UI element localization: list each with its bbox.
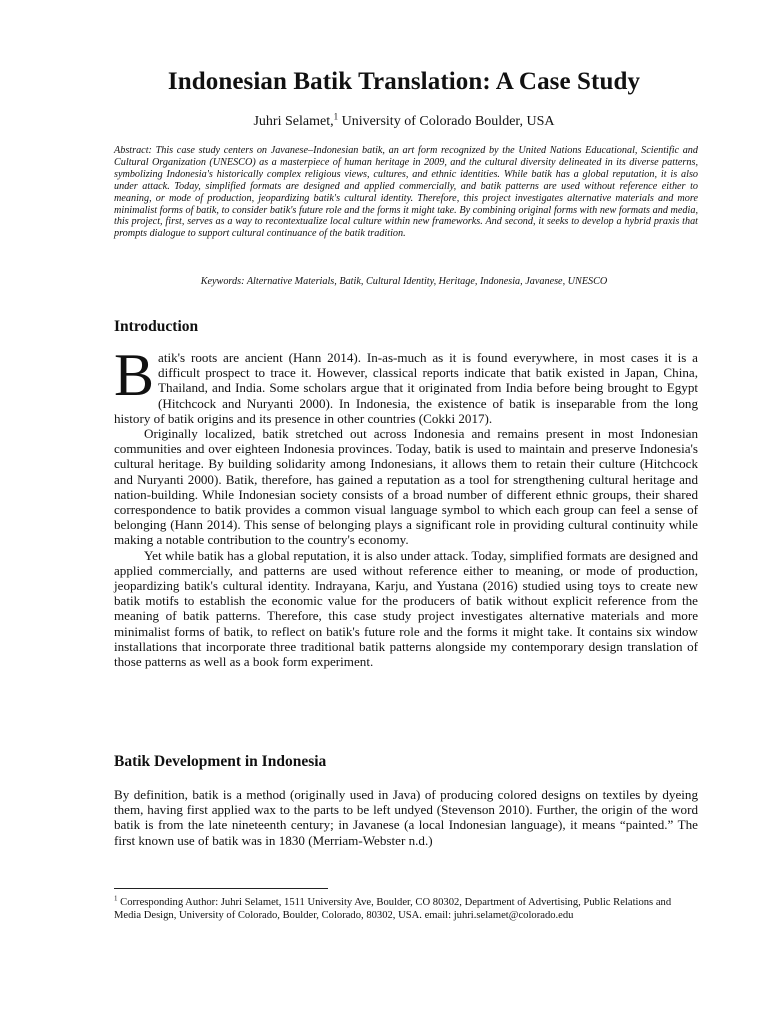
heading-batik-development: Batik Development in Indonesia xyxy=(114,753,327,770)
author-affiliation: University of Colorado Boulder, USA xyxy=(338,114,555,129)
paper-title: Indonesian Batik Translation: A Case Study xyxy=(167,68,641,95)
introduction-body xyxy=(114,342,698,670)
abstract: Abstract: This case study centers on Javanese–Indonesian batik, an art form recognized by the United Nations Educational, Scientific and Cultural Organization (UNESCO) as a masterpiece of human heritage in 2009, and the cultural diversity delineated in its diverse patterns, symbolizing Indonesia's historically complex religious views, cultures, and ethnic identities. While batik has a global reputation, it is also under attack. Today, simplified formats are designed and applied commercially, and batik patterns are used without reference either to meaning, or mode of production, jeopardizing batik's cultural identity. Therefore, this project investigates alternative materials and more minimalist forms of batik, to consider batik's future role and the forms it might take. By combining original forms with new formats and media, this project, first, serves as a way to recontextualize local culture within new frameworks. And second, it seeks to develop a hybrid praxis that prompts dialogue to support cultural continuance of the batik tradition. xyxy=(114,145,698,240)
footnote-number: 1 xyxy=(114,894,118,903)
footnote-text: Corresponding Author: Juhri Selamet, 1511 University Ave, Boulder, CO 80302, Department of Advertising, Public Relations and Media Design, University of Colorado, Boulder, Colorado, 80302, USA. email: juhri.selamet@colorado.edu xyxy=(114,897,672,922)
footnote-mark: 1 xyxy=(333,111,339,122)
footnote xyxy=(114,896,698,922)
footnote-divider xyxy=(114,888,328,889)
heading-introduction: Introduction xyxy=(114,318,199,335)
author-name: Juhri Selamet, xyxy=(253,114,334,129)
drop-cap: B xyxy=(114,342,155,408)
intro-paragraph-3: Yet while batik has a global reputation, it is also under attack. Today, simplified formats are designed and applied commercially, and patterns are used without reference either to meaning, or mode of production, jeopardizing batik's cultural identity. Indrayana, Karju, and Yustana (2016) studied using toys to create new batik motifs to establish the economic value for the producers of batik without explicit reference from the meaning of batik patterns. Therefore, this case study project investigates alternative materials and more minimalist forms of batik, to reflect on batik's future role and the forms it might take. It contains six window installations that incorporate three traditional batik patterns alongside my contemporary design translation of those patterns as well as a book form experiment. xyxy=(114,547,698,670)
intro-paragraph-1: atik's roots are ancient (Hann 2014). In-as-much as it is found everywhere, in most cases it is a difficult prospect to trace it. However, classical reports indicate that batik existed in Japan, China, Thailand, and India. Some scholars argue that it originated from India before being brought to Egypt (Hitchcock and Nuryanti 2000). In Indonesia, the existence of batik is inseparable from the long history of batik origins and its presence in other countries (Cokki 2017). xyxy=(114,350,698,426)
keywords: Keywords: Alternative Materials, Batik, Cultural Identity, Heritage, Indonesia, Javanese, UNESCO xyxy=(200,276,608,287)
section2-body xyxy=(114,787,698,848)
intro-paragraph-2: Originally localized, batik stretched out across Indonesia and remains present in most Indonesian communities and over eighteen Indonesia provinces. Today, batik is used to maintain and preserve Indonesia's cultural heritage. By building solidarity among Indonesians, it allows them to retain their culture (Hitchcock and Nuryanti 2000). Batik, therefore, has gained a reputation as a tool for strengthening cultural heritage and nation-building. While Indonesian society consists of a broad number of different ethnic groups, their shared correspondence to batik provides a common visual language symbol to which each group can feel a sense of belonging (Hann 2014). This sense of belonging plays a significant role in providing cultural continuity while making a notable contribution to the country's economy. xyxy=(114,426,698,548)
author-line xyxy=(0,111,768,130)
section2-paragraph-1: By definition, batik is a method (originally used in Java) of producing colored designs on textiles by dyeing them, having first applied wax to the parts to be left undyed (Stevenson 2010). Further, the origin of the word batik is from the late nineteenth century; in Javanese (a local Indonesian language), it means “painted.” The first known use of batik was in 1830 (Merriam-Webster n.d.) xyxy=(114,787,698,848)
